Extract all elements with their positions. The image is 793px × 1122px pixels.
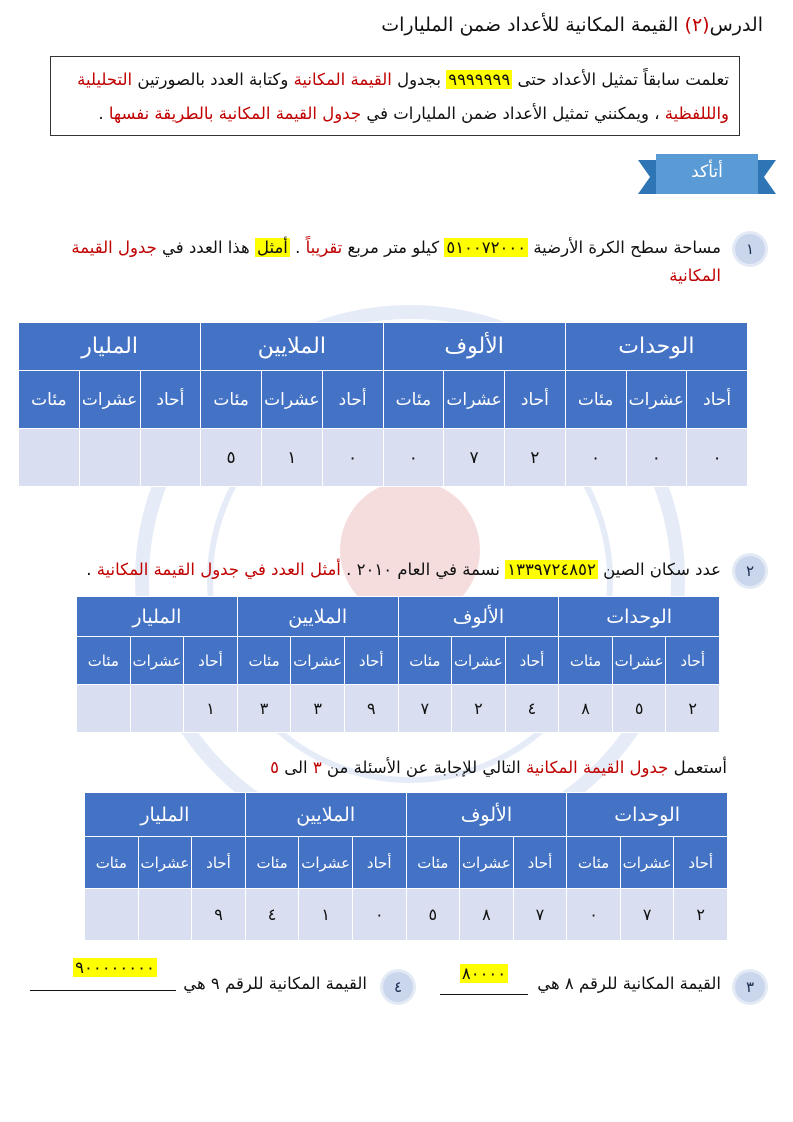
unit-header: عشرات: [79, 371, 140, 429]
place-value-table-1: [18, 322, 748, 487]
unit-header: أحاد: [322, 371, 383, 429]
banner-label: أتأكد: [691, 162, 723, 182]
q-term: أمثل العدد في جدول القيمة المكانية: [96, 560, 341, 579]
q-text: عدد سكان الصين: [597, 560, 721, 579]
group-header: المليار: [85, 793, 246, 837]
digit-cell: [77, 685, 131, 733]
digit-cell: ٩: [344, 685, 398, 733]
group-header: الألوف: [398, 597, 559, 637]
digit-cell: [85, 889, 139, 941]
intro-term: التحليلية والللفظية: [77, 70, 729, 123]
digit-cell: [138, 889, 192, 941]
intro-term: القيمة المكانية: [293, 70, 392, 89]
question-number-badge: ٤: [383, 972, 413, 1002]
digit-cell: ٤: [505, 685, 559, 733]
answer-underline: [30, 990, 176, 991]
digit-cell: ٨: [559, 685, 613, 733]
digit-cell: ٥: [201, 429, 262, 487]
digit-cell: [79, 429, 140, 487]
intro-term: جدول القيمة المكانية بالطريقة نفسها: [108, 104, 362, 123]
unit-header: مئات: [19, 371, 80, 429]
note-number: ٣: [312, 758, 322, 777]
place-value-table-2: [76, 596, 720, 733]
unit-header: مئات: [77, 637, 131, 685]
unit-header: أحاد: [687, 371, 748, 429]
unit-header: أحاد: [352, 837, 406, 889]
unit-header: عشرات: [626, 371, 687, 429]
unit-header: عشرات: [138, 837, 192, 889]
unit-header: عشرات: [452, 637, 506, 685]
question-3-text: القيمة المكانية للرقم ٨ هي: [537, 974, 721, 993]
instruction-text: [47, 754, 727, 782]
digit-cell: ٣: [291, 685, 345, 733]
q-text: نسمة في العام ٢٠١٠ .: [340, 560, 506, 579]
intro-text: تعلمت سابقاً تمثيل الأعداد حتى: [512, 70, 729, 89]
digit-cell: [140, 429, 201, 487]
digit-cell: ١: [299, 889, 353, 941]
digit-cell: ٠: [322, 429, 383, 487]
unit-header: مئات: [406, 837, 460, 889]
digit-cell: ٢: [452, 685, 506, 733]
unit-header: مئات: [245, 837, 299, 889]
place-value-table-3: [84, 792, 728, 941]
question-4-answer: ٩٠٠٠٠٠٠٠٠: [75, 958, 155, 977]
q-text: كيلو متر مربع: [342, 238, 445, 257]
question-4-answer-line: [54, 958, 176, 977]
unit-header: أحاد: [140, 371, 201, 429]
unit-header: عشرات: [620, 837, 674, 889]
digit-cell: ٨: [460, 889, 514, 941]
q-term: جدول القيمة المكانية: [71, 238, 721, 285]
intro-number: ٩٩٩٩٩٩٩: [448, 70, 511, 89]
question-4-text: القيمة المكانية للرقم ٩ هي: [183, 974, 367, 993]
q-number: ٥١٠٠٧٢٠٠٠: [446, 238, 527, 257]
unit-header: عشرات: [291, 637, 345, 685]
q-term: تقريباً: [305, 238, 343, 257]
unit-header: أحاد: [184, 637, 238, 685]
group-header: المليار: [77, 597, 238, 637]
unit-header: أحاد: [505, 637, 559, 685]
q-text: .: [289, 238, 306, 257]
unit-header: عشرات: [299, 837, 353, 889]
digit-cell: ١: [184, 685, 238, 733]
unit-header: مئات: [565, 371, 626, 429]
question-2-text: [21, 556, 721, 584]
digit-cell: ٠: [565, 429, 626, 487]
unit-header: مئات: [85, 837, 139, 889]
q-text: مساحة سطح الكرة الأرضية: [528, 238, 721, 257]
digit-cell: ٢: [674, 889, 728, 941]
unit-header: مئات: [383, 371, 444, 429]
title-prefix: الدرس: [709, 14, 763, 36]
unit-header: مئات: [559, 637, 613, 685]
note-term: جدول القيمة المكانية: [526, 758, 669, 777]
intro-text: .: [98, 104, 109, 123]
unit-header: عشرات: [262, 371, 323, 429]
title-text: القيمة المكانية للأعداد ضمن المليارات: [381, 14, 685, 36]
group-header: الوحدات: [559, 597, 720, 637]
unit-header: أحاد: [344, 637, 398, 685]
question-3-answer-line: [440, 964, 528, 983]
q-number: ١٣٣٩٧٢٤٨٥٢: [507, 560, 596, 579]
q-text: هذا العدد في: [156, 238, 255, 257]
unit-header: عشرات: [460, 837, 514, 889]
digit-cell: ٧: [398, 685, 452, 733]
q-text: .: [86, 560, 97, 579]
lesson-title: [381, 14, 763, 36]
unit-header: أحاد: [674, 837, 728, 889]
unit-header: أحاد: [513, 837, 567, 889]
question-number-badge: ١: [735, 234, 765, 264]
group-header: الألوف: [406, 793, 567, 837]
unit-header: عشرات: [444, 371, 505, 429]
group-header: الوحدات: [567, 793, 728, 837]
unit-header: مئات: [201, 371, 262, 429]
digit-cell: ٥: [612, 685, 666, 733]
group-header: الملايين: [237, 597, 398, 637]
unit-header: عشرات: [612, 637, 666, 685]
digit-cell: ٧: [620, 889, 674, 941]
digit-cell: [19, 429, 80, 487]
unit-header: مئات: [567, 837, 621, 889]
digit-cell: ٠: [383, 429, 444, 487]
unit-header: أحاد: [192, 837, 246, 889]
digit-cell: ٧: [513, 889, 567, 941]
note-number: ٥: [270, 758, 279, 777]
group-header: الألوف: [383, 323, 565, 371]
question-3-answer: ٨٠٠٠٠: [461, 964, 507, 983]
digit-cell: ٢: [666, 685, 720, 733]
digit-cell: ٤: [245, 889, 299, 941]
note-text: التالي للإجابة عن الأسئلة من: [321, 758, 527, 777]
unit-header: أحاد: [505, 371, 566, 429]
unit-header: مئات: [237, 637, 291, 685]
digit-cell: [130, 685, 184, 733]
digit-cell: ١: [262, 429, 323, 487]
note-text: الى: [278, 758, 313, 777]
digit-cell: ٩: [192, 889, 246, 941]
digit-cell: ٠: [567, 889, 621, 941]
digit-cell: ٠: [626, 429, 687, 487]
group-header: الوحدات: [565, 323, 747, 371]
q-keyword: أمثل: [256, 238, 288, 257]
unit-header: عشرات: [130, 637, 184, 685]
question-1-text: [61, 234, 721, 290]
digit-cell: ٣: [237, 685, 291, 733]
question-number-badge: ٣: [735, 972, 765, 1002]
note-text: أستعمل: [668, 758, 727, 777]
digit-cell: ٠: [352, 889, 406, 941]
digit-cell: ٠: [687, 429, 748, 487]
intro-box: [50, 56, 740, 136]
unit-header: أحاد: [666, 637, 720, 685]
answer-underline: [440, 994, 528, 995]
group-header: الملايين: [201, 323, 383, 371]
digit-cell: ٧: [444, 429, 505, 487]
intro-text: بجدول: [391, 70, 447, 89]
group-header: المليار: [19, 323, 201, 371]
question-number-badge: ٢: [735, 556, 765, 586]
digit-cell: ٢: [505, 429, 566, 487]
group-header: الملايين: [245, 793, 406, 837]
intro-text: وكتابة العدد بالصورتين: [132, 70, 294, 89]
lesson-number: (٢): [684, 14, 710, 36]
digit-cell: ٥: [406, 889, 460, 941]
unit-header: مئات: [398, 637, 452, 685]
intro-text: ، ويمكنني تمثيل الأعداد ضمن المليارات في: [361, 104, 665, 123]
